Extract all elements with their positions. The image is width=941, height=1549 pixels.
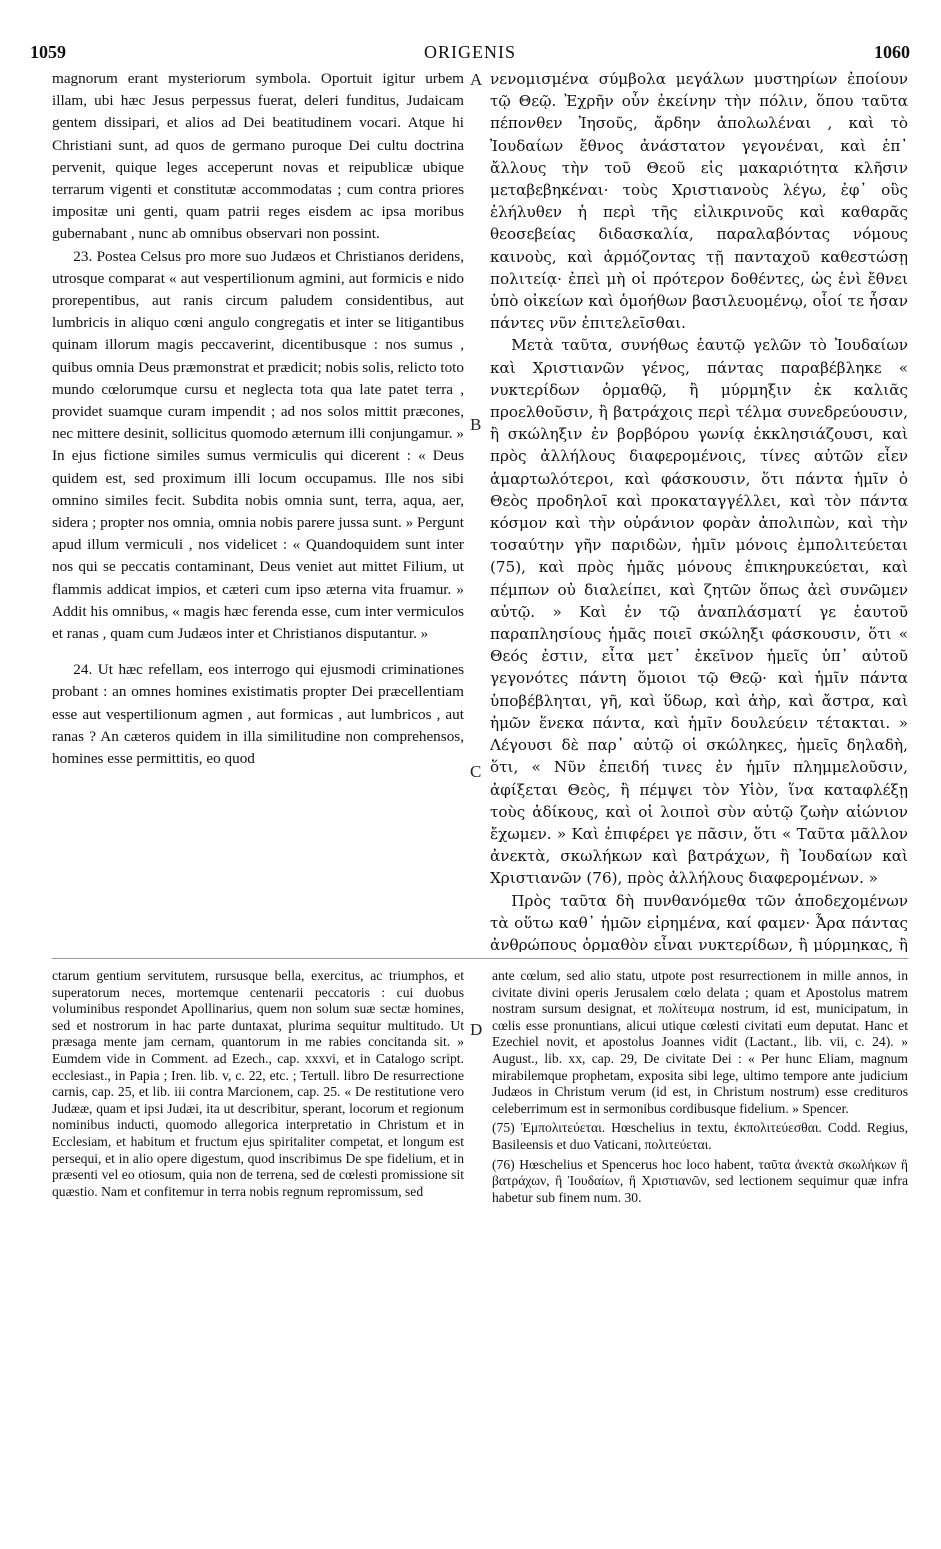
footnote-text-right: ante cœlum, sed alio statu, utpote post resurrectionem in mille annos, in civitate divini operis Jerusalem cœlo delata ; quam et Apostolus matrem nostram sursum designat, et πολίτευμα nostrum, id est, municipatum, in cœlis esse pronuntians, alicui utique cœlesti civitati eum deputat. Hanc et Ezechiel novit, et apostolus Joannes vidit (Lactant., lib. vii, c. 24). » August., lib. xx, cap. 29, De civitate Dei : « Per hunc Eliam, magnum mirabilemque prophetam, exposita sibi lege, ultimo tempore ante judicium Judæos in Christum verum (id est, in Christum nostrum) esse credituros celeberrimum est in sermonibus cordibusque fidelium. » Spencer. <box>492 968 908 1116</box>
latin-column <box>52 68 464 952</box>
footnote-text-left: ctarum gentium servitutem, rursusque bella, exercitus, ac triumphos, et superatorum neces, mortemque centenarii peccatoris : cui duobus voluminibus respondet Apollinarius, quem non solum suæ sectæ homines, sed et nostrorum in hac parte duntaxat, plurima sequitur multitudo. Ut præsaga mente jam cernam, quantorum in me rabies concitanda sit. » Eumdem vide in Comment. ad Ezech., cap. xxxvi, et in Catalogo script. ecclesiast., in Papia ; Iren. lib. v, c. 22, etc. ; Tertull. libro De resurrectione carnis, cap. 25, et lib. iii contra Marcionem, cap. 25. « De restitutione vero Judææ, quam et ipsi Judæi, ita ut describitur, sperant, locorum et regionum nominibus inducti, quomodo allegorica interpretatio in Christum et in Ecclesiam, et habitum et fructum ejus spiritaliter competat, et longum est persequi, et in alio opere digestum, quod inscribimus De spe fidelium, et in præsenti vel eo otiosum, quia non de terrena, sed de cœlesti promissione sit quæstio. Nam et confitemur in terra nobis regnum repromissum, sed <box>52 968 464 1199</box>
footnotes-right-column <box>492 968 908 1528</box>
margin-marker-d: D <box>470 1020 483 1039</box>
latin-paragraph-24: 24. Ut hæc refellam, eos interrogo qui ejusmodi criminationes probant : an omnes homines existimatis propter Dei præcellentiam esse aut vespertilionum agmen , aut formicas , aut lumbricos , aut ranas ? An cæteros quidem in illa similitudine non comprehensos, homines esse permittitis, eo quod <box>52 661 464 768</box>
page-number-right: 1060 <box>874 42 910 62</box>
greek-paragraph-23: Μετὰ ταῦτα, συνήθως ἑαυτῷ γελῶν τὸ Ἰουδαίων καὶ Χριστιανῶν γένος, πάντας παραβέβληκε « νυκτερίδων ὁρμαθῷ, ἢ μύρμηξιν ἐκ καλιᾶς προελθοῦσιν, ἢ βατράχοις περὶ τέλμα συνεδρεύουσιν, ἢ σκώληξιν ἐν βορβόρου γωνίᾳ ἐκκλησιάζουσι, καὶ πρὸς ἀλλήλους διαφερομένοις, τίνες αὐτῶν εἶεν ἁμαρτωλότεροι, καὶ φάσκουσιν, ὅτι πάντα ἡμῖν ὁ Θεὸς προδηλοῖ καὶ προκαταγγέλλει, καὶ τὸν πάντα κόσμον καὶ τὴν οὐράνιον φορὰν ἀπολιπὼν, καὶ τὴν τοσαύτην γῆν παριδὼν, ἡμῖν μόνοις ἐμπολιτεύεται (75), καὶ πρὸς ἡμᾶς μόνους ἐπικηρυκεύεται, καὶ πέμπων οὐ διαλείπει, καὶ ζητῶν ὅπως ἀεὶ συνῶμεν αὐτῷ. » Καὶ ἐν τῷ ἀναπλάσματί γε ἑαυτοῦ παραπλησίους ἡμᾶς ποιεῖ σκώληξι φάσκουσιν, ὅτι « Θεός ἐστιν, εἶτα μετ᾽ ἐκεῖνον ἡμεῖς ὑπ᾽ αὐτοῦ γεγονότες πάντη ὅμοιοι τῷ Θεῷ· καὶ ἡμῖν πάντα ὑποβέβληται, γῆ, καὶ ὕδωρ, καὶ ἀὴρ, καὶ ἄστρα, καὶ ἡμῶν ἕνεκα πάντα, καὶ ἡμῖν δουλεύειν τέτακται. » Λέγουσι δὲ παρ᾽ αὐτῷ οἱ σκώληκες, ἡμεῖς δηλαδὴ, ὅτι, « Νῦν ἐπειδή τινες ἐν ἡμῖν πλημμελοῦσιν, ἀφίξεται Θεὸς, ἢ πέμψει τὸν Υἱὸν, ἵνα καταφλέξῃ τοὺς ἀδίκους, καὶ οἱ λοιποὶ σὺν αὐτῷ ζωὴν αἰώνιον ἔχωμεν. » Καὶ ἐπιφέρει γε πᾶσιν, ὅτι « Ταῦτα μᾶλλον ἀνεκτὰ, σκωλήκων καὶ βατράχων, ἢ Ἰουδαίων καὶ Χριστιανῶν (76), πρὸς ἀλλήλους διαφερομένων. » <box>490 336 908 888</box>
footnote-divider <box>52 958 908 959</box>
latin-paragraph-23: 23. Postea Celsus pro more suo Judæos et Christianos deridens, utrosque comparat « aut vespertilionum agmini, aut formicis e nido prorepentibus, aut ranis circum paludem considentibus, aut lumbricis in aliquo cœni angulo congregatis et inter se litigantibus quinam illorum magis peccaverint, dicentibusque : nos sumus , quibus omnia Deus præmonstrat et prædicit; nobis solis, relicto toto mundo cœlorumque cursu et neglecta tota qua late patet terra , providet suamque curam impendit ; ad nos solos mittit præcones, nec mittere desinit, sollicitus quomodo æternum illi conjungamur. » In ejus fictione similes sumus vermiculis qui dicerent : « Deus quidem est, sed proximum illi locum occupamus. Ille nos sibi omnino similes fecit. Subdita nobis omnia sunt, terra, aqua, aer, sidera ; propter nos omnia, omnia nobis parere jussa sunt. » Pergunt apud illum vermiculi , nos videlicet : « Quandoquidem sunt inter nos qui se peccatis contaminant, Deus veniet aut mittet Filium, ut flammis addicat impios, et cæteri cum ipso æterna vita fruamur. » Addit his omnibus, « magis hæc ferenda esse, cum inter vermiculos et ranas , quam cum Judæos inter et Christianos disputantur. » <box>52 247 464 643</box>
greek-paragraph-continued: νενομισμένα σύμβολα μεγάλων μυστηρίων ἐποίουν τῷ Θεῷ. Ἐχρῆν οὖν ἐκείνην τὴν πόλιν, ὅπου ταῦτα πέπονθεν Ἰησοῦς, ἄρδην ἀπολωλέναι , καὶ τὸ Ἰουδαίων ἔθνος ἀνάστατον γεγονέναι, καὶ ἐπ᾽ ἄλλους τὴν τοῦ Θεοῦ εἰς μακαριότητα κλῆσιν μεταβεβηκέναι· τοὺς Χριστιανοὺς λέγω, ἐφ᾽ οὓς ἐλήλυθεν ἡ περὶ τῆς εἰλικρινοῦς καὶ καθαρᾶς θεοσεβείας διδασκαλία, παραλαβόντας νόμους καινοὺς, καὶ ἁρμόζοντας τῇ πανταχοῦ καθεστώσῃ πολιτείᾳ· ἐπεὶ μὴ οἱ πρότερον δοθέντες, ὡς ἑνὶ ἔθνει ὑπὸ οἰκείων καὶ ὁμοήθων βασιλευομένῳ, οἷοί τε ἦσαν πάντες νῦν ἐπιτελεῖσθαι. <box>490 70 908 333</box>
footnotes-left-column <box>52 968 464 1528</box>
page-header <box>30 38 910 68</box>
margin-marker-c: C <box>470 762 482 781</box>
running-title: ORIGENIS <box>424 42 516 62</box>
margin-marker-b: B <box>470 415 482 434</box>
latin-paragraph-continued: magnorum erant mysteriorum symbola. Oportuit igitur urbem illam, ubi hæc Jesus perpessus fuerat, deleri funditus, Judaicam gentem dissipari, et alios ad Dei beatitudinem vocari. Atque hi Christiani sunt, ad quos de germano puroque Dei cultu doctrina pervenit, quique leges acceperunt novas et reipublicæ ubique terrarum vigenti et constitutæ accommodatas ; cum contra priores impositæ uni genti, quam patrii reges eisdem ac ipsa moribus gubernabant , nunc ab omnibus observari non possint. <box>52 70 464 243</box>
page-number-left: 1059 <box>30 42 66 62</box>
footnote-75: (75) Ἐμπολιτεύεται. Hœschelius in textu, ἐκπολιτεύεσθαι. Codd. Regius, Basileensis et duo Vaticani, πολιτεύεται. <box>492 1120 908 1152</box>
greek-paragraph-24: Πρὸς ταῦτα δὴ πυνθανόμεθα τῶν ἀποδεχομένων τὰ οὕτω καθ᾽ ἡμῶν εἰρημένα, καί φαμεν· Ἆρα πάντας ἀνθρώπους ὁρμαθὸν εἶναι νυκτερίδων, ἢ μύρμηκας, ἢ <box>490 891 908 952</box>
margin-marker-a: A <box>470 70 483 89</box>
greek-column <box>490 68 908 952</box>
footnote-76: (76) Hœschelius et Spencerus hoc loco habent, ταῦτα ἀνεκτὰ σκωλήκων ἢ βατράχων, ἢ Ἰουδαίων, ἢ Χριστιανῶν, sed lectionem sequimur quæ infra habetur sub finem num. 30. <box>492 1156 908 1205</box>
